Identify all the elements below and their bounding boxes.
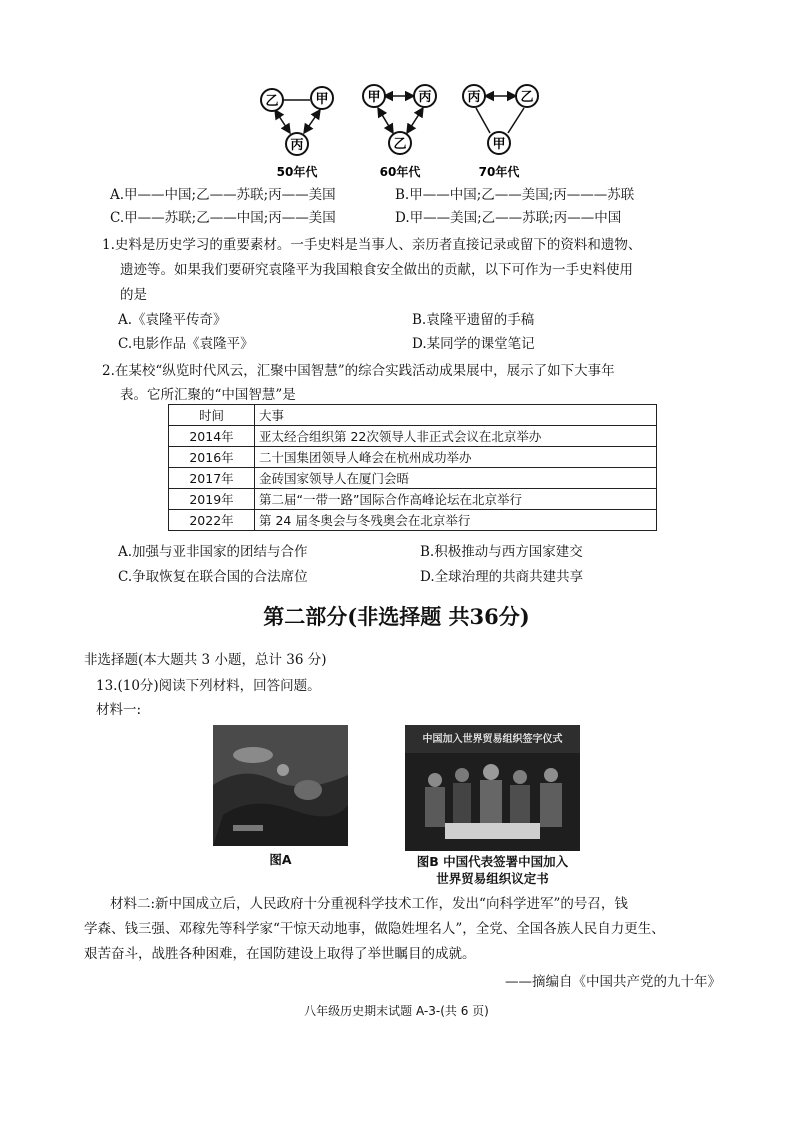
table-cell-year: 2019年 <box>169 489 255 510</box>
q0-option-a: A.甲——中国;乙——苏联;丙——美国 <box>110 187 336 203</box>
table-cell-year: 2017年 <box>169 468 255 489</box>
table-row <box>169 468 657 489</box>
photo-a-image <box>213 725 348 846</box>
q2-option-d: D.全球治理的共商共建共享 <box>420 569 584 585</box>
table-cell-year: 2022年 <box>169 510 255 531</box>
table-cell-event: 第二届“一带一路”国际合作高峰论坛在北京举行 <box>255 489 657 510</box>
table-row <box>169 426 657 447</box>
node-label: 甲 <box>492 137 506 152</box>
table-cell-event: 二十国集团领导人峰会在杭州成功举办 <box>255 447 657 468</box>
node-label: 甲 <box>315 92 329 107</box>
q1-option-b: B.袁隆平遗留的手稿 <box>412 312 535 328</box>
part2-title: 第二部分(非选择题 共36分) <box>263 604 530 629</box>
line-bing-jia <box>476 108 490 133</box>
decade-label: 60年代 <box>379 165 421 179</box>
table-cell-event: 第 24 届冬奥会与冬残奥会在北京举行 <box>255 510 657 531</box>
part2-intro: 非选择题(本大题共 3 小题，总计 36 分) <box>84 652 327 668</box>
decade-label: 50年代 <box>276 165 318 179</box>
line-yi-jia <box>508 108 524 133</box>
table-header-row <box>169 405 657 426</box>
table-header-time: 时间 <box>169 405 255 426</box>
material2-source: ——摘编自《中国共产党的九十年》 <box>505 974 721 990</box>
table-cell-event: 金砖国家领导人在厦门会晤 <box>255 468 657 489</box>
q13-stem: 13.(10分)阅读下列材料，回答问题。 <box>96 678 321 694</box>
q1-stem-line3: 的是 <box>120 287 147 303</box>
events-table <box>168 404 657 531</box>
q2-option-a: A.加强与亚非国家的团结与合作 <box>118 544 308 560</box>
node-label: 甲 <box>367 90 381 105</box>
node-label: 丙 <box>290 138 304 153</box>
material2-line3: 艰苦奋斗，战胜各种困难，在国防建设上取得了举世瞩目的成就。 <box>84 946 476 962</box>
node-label: 乙 <box>393 137 407 152</box>
relations-diagram <box>250 78 550 188</box>
q1-option-c: C.电影作品《袁隆平》 <box>118 336 254 352</box>
q1-option-d: D.某同学的课堂笔记 <box>412 336 535 352</box>
decade-label: 70年代 <box>478 165 520 179</box>
arrow-bing-yi <box>407 108 423 133</box>
photo-a-caption: 图A <box>269 852 292 867</box>
arrow-jia-yi <box>378 108 393 133</box>
node-label: 乙 <box>265 94 279 109</box>
photo-a <box>213 725 348 846</box>
q0-option-b: B.甲——中国;乙——美国;丙———苏联 <box>395 187 635 203</box>
relations-diagram-svg <box>250 78 550 188</box>
photo-b <box>405 725 580 851</box>
q2-stem-line2: 表。它所汇聚的“中国智慧”是 <box>120 387 296 403</box>
photo-b-banner: 中国加入世界贸易组织签字仪式 <box>422 734 563 745</box>
q1-option-a: A.《袁隆平传奇》 <box>118 312 227 328</box>
photo-b-caption-line2: 世界贸易组织议定书 <box>436 871 549 886</box>
q0-option-c: C.甲——苏联;乙——中国;丙——美国 <box>110 210 336 226</box>
q2-option-c: C.争取恢复在联合国的合法席位 <box>118 569 308 585</box>
q2-option-b: B.积极推动与西方国家建交 <box>420 544 583 560</box>
table-row <box>169 489 657 510</box>
diagram-group-50s <box>261 87 333 179</box>
q2-stem-line1: 2.在某校“纵览时代风云，汇聚中国智慧”的综合实践活动成果展中，展示了如下大事年 <box>102 363 615 379</box>
table-cell-event: 亚太经合组织第 22次领导人非正式会议在北京举办 <box>255 426 657 447</box>
page-footer: 八年级历史期末试题 A-3-(共 6 页) <box>304 1004 489 1018</box>
node-label: 乙 <box>520 90 534 105</box>
q1-stem-line2: 遗迹等。如果我们要研究袁隆平为我国粮食安全做出的贡献，以下可作为一手史料使用 <box>120 262 633 278</box>
q0-option-d: D.甲——美国;乙——苏联;丙——中国 <box>395 210 622 226</box>
diagram-group-70s <box>463 85 538 179</box>
node-label: 丙 <box>418 90 432 105</box>
diagram-group-60s <box>363 85 436 179</box>
table-row <box>169 447 657 468</box>
table-cell-year: 2016年 <box>169 447 255 468</box>
table-header-event: 大事 <box>255 405 657 426</box>
table-row <box>169 510 657 531</box>
q1-stem-line1: 1.史料是历史学习的重要素材。一手史料是当事人、亲历者直接记录或留下的资料和遗物、 <box>102 237 642 253</box>
node-label: 丙 <box>467 90 481 105</box>
photo-b-caption-line1: 图B 中国代表签署中国加入 <box>416 854 569 869</box>
arrow-jia-bing <box>304 110 320 133</box>
table-cell-year: 2014年 <box>169 426 255 447</box>
material2-line1: 材料二:新中国成立后，人民政府十分重视科学技术工作，发出“向科学进军”的号召，钱 <box>110 896 628 912</box>
material1-label: 材料一: <box>96 702 142 718</box>
arrow-yi-bing <box>275 110 290 133</box>
material2-line2: 学森、钱三强、邓稼先等科学家“干惊天动地事，做隐姓埋名人”，全党、全国各族人民自力更生、 <box>84 921 665 937</box>
